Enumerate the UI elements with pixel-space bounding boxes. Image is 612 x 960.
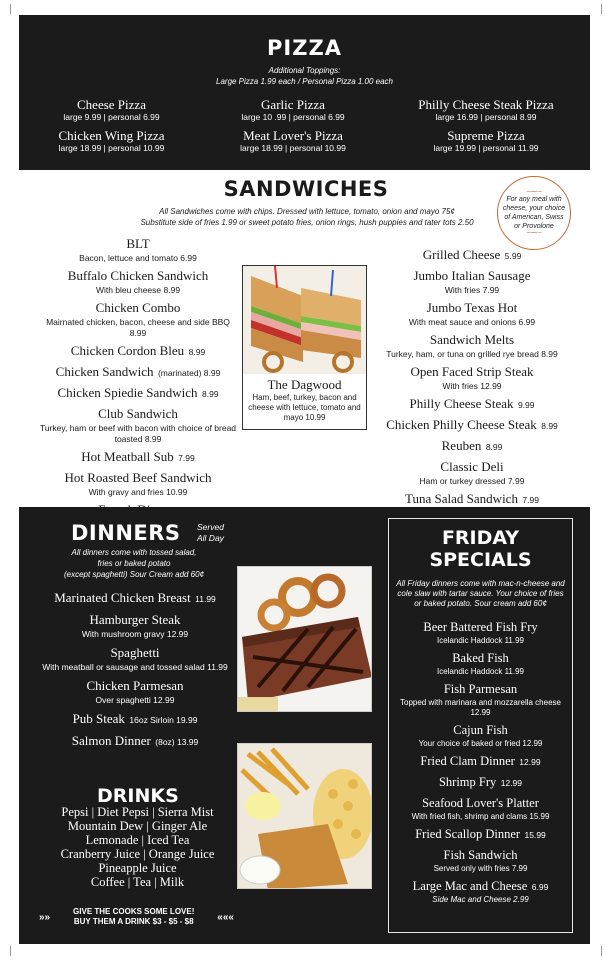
menu-item: [389, 680, 572, 718]
menu-item: [389, 825, 572, 843]
item-price: 11.99: [195, 594, 216, 604]
item-description: With fries 7.99: [444, 285, 500, 295]
item-price: 9.99: [517, 400, 535, 410]
menu-item: [389, 618, 572, 646]
flourish-icon: ~⁓~: [526, 189, 542, 196]
served-line: All Day: [197, 533, 224, 543]
friday-title-line: FRIDAY: [441, 527, 520, 549]
item-description: With meatball or sausage and tossed salad 11.99: [42, 662, 228, 672]
item-name: Garlic Pizza: [261, 97, 325, 112]
menu-item-heading: [389, 649, 572, 667]
dinners-note-line: All dinners come with tossed salad,: [71, 548, 197, 557]
menu-item: [372, 490, 572, 508]
chevrons-left-icon: «««: [217, 911, 234, 923]
item-price: 8.99: [541, 421, 558, 431]
served-line: Served: [197, 522, 224, 532]
menu-item-heading: [389, 846, 572, 864]
item-name: Fish Sandwich: [443, 848, 518, 862]
sandwiches-note-line: All Sandwiches come with chips. Dressed with lettuce, tomato, onion and mayo 75¢: [159, 207, 455, 216]
item-price: large 16.99 | personal 8.99: [435, 112, 537, 122]
item-name: Baked Fish: [452, 651, 509, 665]
item-name: Chicken Sandwich: [55, 364, 154, 379]
friday-note: All Friday dinners come with mac-n-cheese and cole slaw with tartar sauce. Your choice of fries or baked potato. Sour cream add 60¢: [396, 579, 565, 608]
menu-item: [35, 611, 235, 640]
pizza-note-line: Large Pizza 1.99 each / Personal Pizza 1.00 each: [216, 77, 393, 86]
pizza-item: [382, 128, 590, 154]
drinks-line: Mountain Dew | Ginger Ale: [67, 819, 208, 833]
item-price: large 18.99 | personal 10.99: [58, 143, 165, 153]
menu-item-heading: [35, 611, 235, 629]
item-description: Ham or turkey dressed 7.99: [419, 476, 525, 486]
item-description: With fried fish, shrimp and clams 15.99: [411, 812, 550, 821]
drinks-list: [35, 805, 240, 889]
item-description: Side Mac and Cheese 2.99: [432, 895, 529, 904]
menu-item-heading: [38, 363, 238, 381]
menu-item-heading: [372, 267, 572, 285]
item-name: Jumbo Texas Hot: [426, 300, 518, 315]
menu-item: [389, 846, 572, 874]
pizza-section: [19, 15, 590, 170]
menu-item-heading: [35, 644, 235, 662]
item-name: Buffalo Chicken Sandwich: [67, 268, 209, 283]
item-price: 8.99: [202, 389, 219, 399]
menu-item-heading: [372, 299, 572, 317]
dinners-title: DINNERS: [71, 521, 181, 545]
item-name: Large Mac and Cheese: [412, 879, 528, 893]
item-price: 5.99: [504, 251, 522, 261]
menu-item: [372, 331, 572, 360]
friday-list: [389, 618, 572, 905]
menu-item: [372, 299, 572, 328]
menu-item-heading: [372, 395, 572, 413]
item-price: 8.99: [485, 442, 503, 452]
sandwich-image: [243, 266, 366, 374]
dinners-list: [35, 589, 235, 754]
friday-title: [389, 527, 572, 571]
pizza-item: [19, 97, 204, 123]
menu-item-heading: [38, 384, 238, 402]
item-name: Shrimp Fry: [438, 775, 497, 789]
menu-item-heading: [389, 773, 572, 791]
item-name: Hot Roasted Beef Sandwich: [64, 470, 212, 485]
dinners-note: [39, 547, 229, 580]
item-name: Beer Battered Fish Fry: [423, 620, 538, 634]
item-price: 7.99: [178, 453, 195, 463]
crop-mark: [592, 946, 602, 956]
item-name: Chicken Cordon Bleu: [70, 343, 185, 358]
pizza-item: [204, 128, 382, 154]
menu-item: [372, 458, 572, 487]
item-description: Topped with marinara and mozzarella cheese 12.99: [400, 698, 561, 717]
steak-photo: [237, 566, 372, 712]
item-name: Marinated Chicken Breast: [54, 590, 191, 605]
item-name: Philly Cheese Steak Pizza: [418, 97, 554, 112]
sandwiches-note: [110, 206, 504, 228]
menu-item-heading: [372, 246, 572, 264]
item-description: With fries 12.99: [442, 381, 502, 391]
menu-item: [38, 363, 238, 381]
menu-item: [389, 752, 572, 770]
chevrons-right-icon: »»: [39, 911, 51, 923]
menu-item: [389, 877, 572, 905]
menu-item-heading: [35, 589, 235, 607]
cooks-drink-promo: [39, 907, 234, 927]
item-name: Hamburger Steak: [89, 612, 181, 627]
item-name: Chicken Combo: [95, 300, 181, 315]
item-price: (8oz) 13.99: [155, 737, 199, 747]
menu-item: [38, 405, 238, 445]
menu-item: [38, 342, 238, 360]
item-name: Classic Deli: [440, 459, 504, 474]
drinks-title: DRINKS: [97, 785, 179, 807]
item-description: Served only with fries 7.99: [433, 864, 528, 873]
menu-item-heading: [389, 794, 572, 812]
item-description: Turkey, ham or beef with bacon with choice of bread toasted 8.99: [39, 423, 237, 444]
pizza-item: [382, 97, 590, 123]
dagwood-description: Ham, beef, turkey, bacon and cheese with lettuce, tomato and mayo 10.99: [248, 393, 361, 422]
item-price: 15.99: [524, 830, 546, 840]
cooks-line: BUY THEM A DRINK $3 - $5 - $8: [73, 917, 194, 926]
item-name: Club Sandwich: [98, 406, 178, 421]
menu-item: [38, 299, 238, 339]
item-name: Seafood Lover's Platter: [422, 796, 539, 810]
menu-item: [372, 437, 572, 455]
sandwiches-left-column: [38, 235, 238, 522]
cheese-choice-badge: [497, 176, 571, 250]
item-name: Chicken Spiedie Sandwich: [57, 385, 198, 400]
menu-item-heading: [372, 331, 572, 349]
menu-item: [389, 773, 572, 791]
sandwiches-title: SANDWICHES: [223, 177, 389, 201]
menu-item-heading: [35, 710, 235, 728]
menu-item-heading: [389, 752, 572, 770]
friday-specials-box: [388, 518, 573, 933]
item-name: Chicken Parmesan: [86, 678, 184, 693]
item-name: Chicken Philly Cheese Steak: [386, 417, 537, 432]
menu-item: [389, 794, 572, 822]
pizza-items: [19, 97, 590, 154]
sandwich-photo: [243, 266, 366, 374]
item-name: Tuna Salad Sandwich: [405, 491, 518, 506]
badge-line: cheese, your choice: [502, 205, 566, 212]
sandwiches-right-column: [372, 246, 572, 511]
dinners-note-line: (except spaghetti) Sour Cream add 60¢: [63, 570, 205, 579]
pizza-toppings-note: [19, 65, 590, 87]
menu-item-heading: [372, 363, 572, 381]
item-description: With bleu cheese 8.99: [95, 285, 181, 295]
item-price: 8.99: [188, 347, 206, 357]
menu-item-heading: [372, 437, 572, 455]
menu-item: [38, 469, 238, 498]
item-description: Turkey, ham, or tuna on grilled rye bread 8.99: [386, 349, 558, 359]
item-description: With gravy and fries 10.99: [88, 487, 188, 497]
item-name: Grilled Cheese: [422, 247, 501, 262]
menu-item: [35, 710, 235, 728]
dinners-note-line: fries or baked potato: [97, 559, 171, 568]
item-name: Cajun Fish: [453, 723, 508, 737]
item-name: Pub Steak: [72, 711, 125, 726]
menu-item: [372, 246, 572, 264]
menu-item-heading: [372, 416, 572, 434]
menu-item: [372, 416, 572, 434]
item-description: With mushroom gravy 12.99: [81, 629, 189, 639]
badge-line: For any meal with: [506, 196, 562, 203]
menu-item: [38, 448, 238, 466]
item-price: 12.99: [500, 778, 523, 788]
menu-item-heading: [38, 342, 238, 360]
item-price: 12.99: [519, 757, 541, 767]
badge-line: of American, Swiss: [504, 214, 564, 221]
menu-item: [38, 235, 238, 264]
cooks-line: GIVE THE COOKS SOME LOVE!: [73, 907, 195, 916]
menu-item-heading: [38, 299, 238, 317]
item-price: large 9.99 | personal 6.99: [63, 112, 160, 122]
drinks-line: Cranberry Juice | Orange Juice: [60, 847, 215, 861]
item-description: Icelandic Haddock 11.99: [436, 636, 525, 645]
flourish-icon: ~⁓~: [526, 230, 542, 237]
drinks-line: Pineapple Juice: [98, 861, 177, 875]
menu-item: [35, 732, 235, 750]
item-name: Open Faced Strip Steak: [410, 364, 534, 379]
cooks-text: [73, 907, 194, 927]
crop-mark: [10, 4, 20, 14]
item-description: Bacon, lettuce and tomato 6.99: [79, 253, 197, 263]
menu-item: [38, 384, 238, 402]
fish-image: [238, 744, 372, 889]
item-price: large 19.99 | personal 11.99: [433, 143, 539, 153]
menu-item-heading: [372, 490, 572, 508]
menu-item-heading: [38, 405, 238, 423]
item-name: Fried Scallop Dinner: [415, 827, 521, 841]
item-price: 6.99: [531, 882, 549, 892]
item-description: Icelandic Haddock 11.99: [436, 667, 525, 676]
pizza-item: [204, 97, 382, 123]
menu-item: [35, 589, 235, 607]
item-price: 16oz Sirloin 19.99: [129, 715, 198, 725]
item-name: Fish Parmesan: [443, 682, 518, 696]
item-description: Mairnated chicken, bacon, cheese and side BBQ 8.99: [46, 317, 230, 338]
menu-item-heading: [389, 618, 572, 636]
friday-title-line: SPECIALS: [429, 549, 532, 571]
menu-item: [389, 721, 572, 749]
item-name: Reuben: [441, 438, 482, 453]
menu-item-heading: [38, 235, 238, 253]
menu-item: [372, 395, 572, 413]
menu-item-heading: [38, 267, 238, 285]
item-description: Your choice of baked or fried 12.99: [418, 739, 543, 748]
menu-item-heading: [389, 877, 572, 895]
served-all-day: [197, 522, 224, 544]
pizza-item: [19, 128, 204, 154]
menu-item: [389, 649, 572, 677]
crop-mark: [592, 4, 602, 14]
item-name: Meat Lover's Pizza: [243, 128, 343, 143]
item-name: BLT: [126, 236, 150, 251]
menu-item: [35, 644, 235, 673]
pizza-note-line: Additional Toppings:: [268, 66, 341, 75]
item-name: Hot Meatball Sub: [81, 449, 174, 464]
menu-item-heading: [35, 677, 235, 695]
item-price: large 10 .99 | personal 6.99: [241, 112, 345, 122]
menu-item-heading: [389, 721, 572, 739]
pizza-title: PIZZA: [267, 36, 342, 60]
item-name: Sandwich Melts: [429, 332, 515, 347]
steak-image: [238, 567, 372, 712]
dagwood-name: The Dagwood: [267, 377, 342, 392]
menu-item-heading: [38, 469, 238, 487]
crop-mark: [10, 946, 20, 956]
menu-item-heading: [389, 680, 572, 698]
item-name: Fried Clam Dinner: [420, 754, 515, 768]
item-price: large 18.99 | personal 10.99: [240, 143, 346, 153]
drinks-line: Coffee | Tea | Milk: [90, 875, 185, 889]
item-name: Cheese Pizza: [77, 97, 146, 112]
item-price: 7.99: [522, 495, 539, 505]
menu-item-heading: [389, 825, 572, 843]
item-name: Spaghetti: [110, 645, 160, 660]
dagwood-feature: [242, 265, 367, 430]
menu-item: [35, 677, 235, 706]
sandwiches-note-line: Substitute side of fries 1.99 or sweet potato fries, onion rings, hush puppies and tater tots 2.50: [140, 218, 474, 227]
drinks-line: Pepsi | Diet Pepsi | Sierra Mist: [61, 805, 214, 819]
menu-item: [372, 267, 572, 296]
fish-photo: [237, 743, 372, 889]
menu-item-heading: [35, 732, 235, 750]
item-description: With meat sauce and onions 6.99: [408, 317, 536, 327]
item-name: Philly Cheese Steak: [409, 396, 514, 411]
item-name: Salmon Dinner: [71, 733, 151, 748]
menu-item-heading: [38, 448, 238, 466]
item-name: Chicken Wing Pizza: [58, 128, 165, 143]
item-name: Supreme Pizza: [447, 128, 525, 143]
menu-item-heading: [372, 458, 572, 476]
item-description: Over spaghetti 12.99: [95, 695, 175, 705]
menu-item: [372, 363, 572, 392]
item-price: (marinated) 8.99: [157, 368, 221, 378]
badge-line: or Provolone: [514, 223, 554, 230]
dinners-drinks-friday-panel: [19, 507, 590, 944]
drinks-line: Lemonade | Iced Tea: [85, 833, 190, 847]
menu-item: [38, 267, 238, 296]
item-name: Jumbo Italian Sausage: [413, 268, 531, 283]
